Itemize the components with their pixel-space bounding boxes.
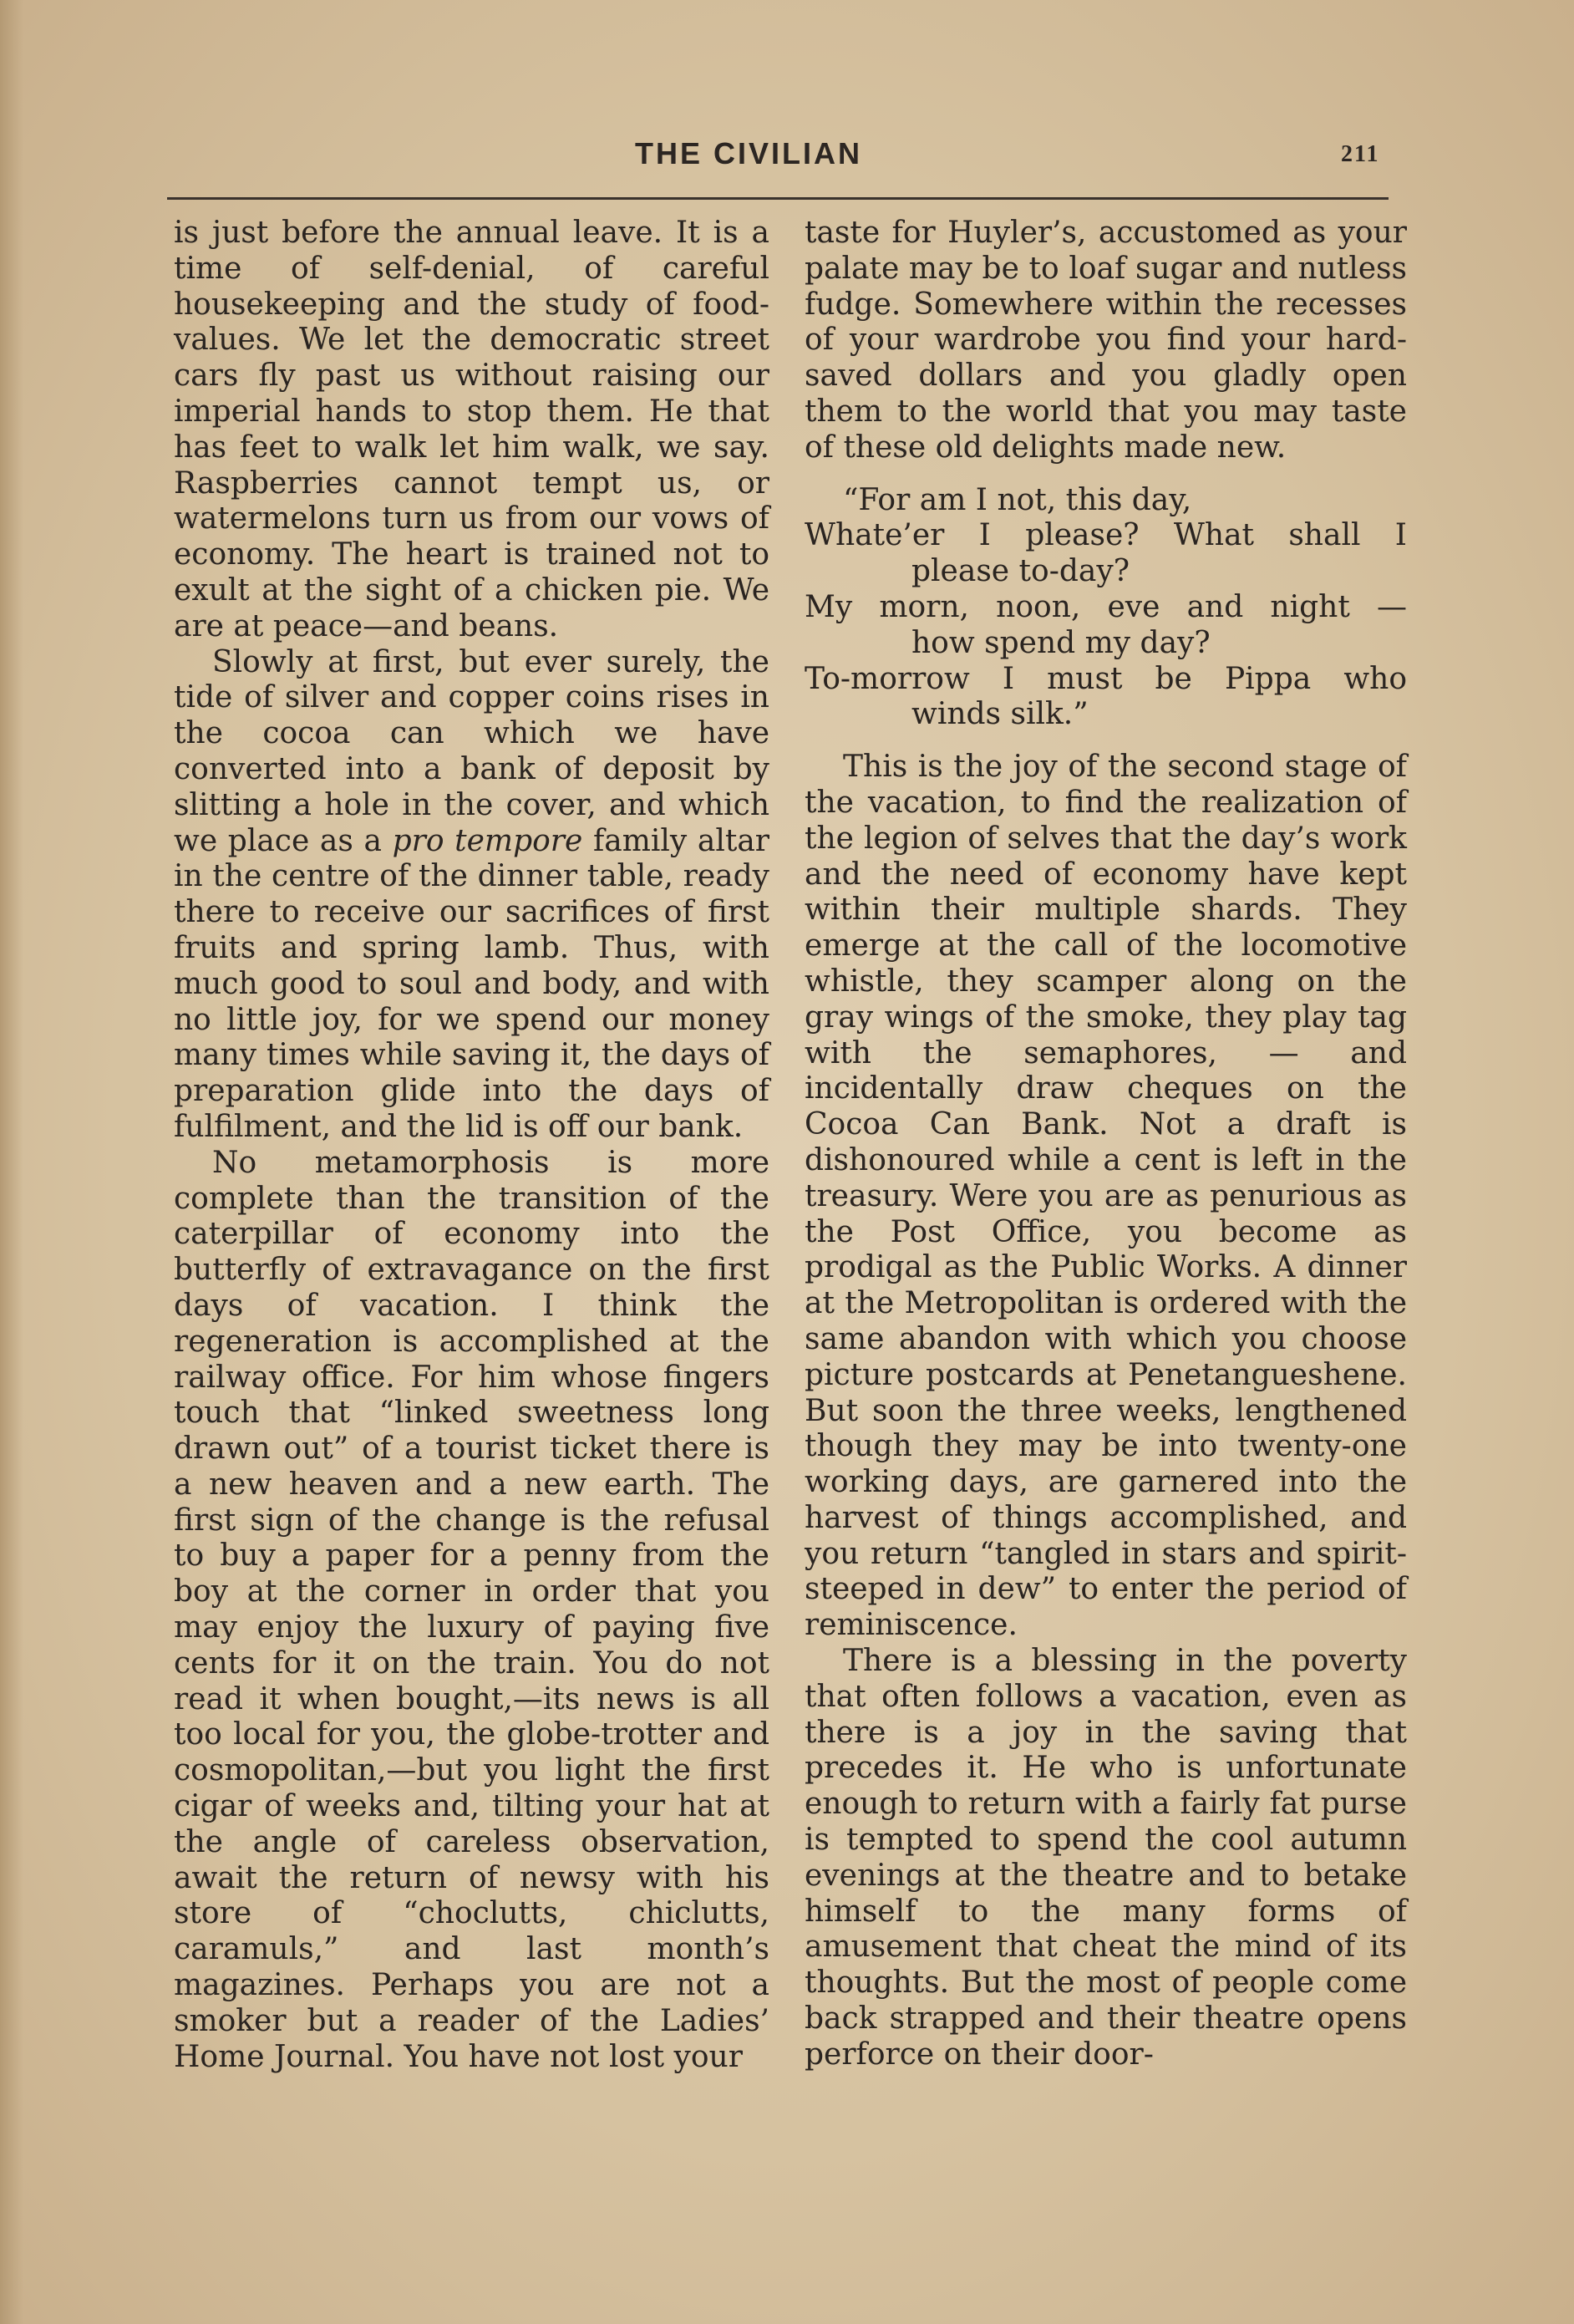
paragraph: There is a blessing in the poverty that often follows a vacation, even as there is a joy in the saving that precedes it. He who is unfortunate enough to return with a fairly fat purse is tempted to spend the cool autumn evenings at the theatre and to betake himself to the many forms of amusement that cheat the mind of its thoughts. But the most of people come back strapped and their theatre opens perforce on their door-	[805, 1644, 1407, 2072]
paragraph: taste for Huyler’s, accustomed as your palate may be to loaf sugar and nutless fudge. Somewhere within the recesses of your wardrobe you find your hard-saved dollars and you gladly open them to the world that you may taste of these old delights made new.	[805, 216, 1407, 465]
running-title: THE CIVILIAN	[635, 136, 863, 170]
poem-line: “For am I not, this day,	[843, 482, 1192, 517]
header-rule	[167, 197, 1389, 200]
running-header	[167, 130, 1387, 180]
paragraph: This is the joy of the second stage of the vacation, to find the realization of the legion of selves that the day’s work and the need of economy have kept within their multiple shards. They emerge at the call of the locomotive whistle, they scamper along on the gray wings of the smoke, they play tag with the semaphores, — and incidentally draw cheques on the Cocoa Can Bank. Not a draft is dishonoured while a cent is left in the treasury. Were you are as penurious as the Post Office, you become as prodigal as the Public Works. A dinner at the Metropolitan is ordered with the same abandon with which you choose picture postcards at Penetangueshene. But soon the three weeks, lengthened though they may be into twenty-one working days, are garnered into the harvest of things accomplished, and you return “tangled in stars and spirit-steeped in dew” to enter the period of reminiscence.	[805, 750, 1407, 1643]
paragraph-text: Slowly at first, but ever surely, the tide of silver and copper coins rises in the cocoa can which we have converted into a bank of deposit by slitting a hole in the cover, and which we place as a	[174, 644, 769, 858]
paragraph: No metamorphosis is more complete than the transition of the caterpillar of economy into the butterfly of extravagance on the first days of vacation. I think the regeneration is accomplished at the railway office. For him whose fingers touch that “linked sweetness long drawn out” of a tourist ticket there is a new heaven and a new earth. The first sign of the change is the refusal to buy a paper for a penny from the boy at the corner in order that you may enjoy the luxury of paying five cents for it on the train. You do not read it when bought,—its news is all too local for you, the globe-trotter and cosmopolitan,—but you light the first cigar of weeks and, tilting your hat at the angle of careless observation, await the return of newsy with his store of “choclutts, chiclutts, caramuls,” and last month’s magazines. Perhaps you are not a smoker but a reader of the Ladies’ Home Journal. You have not lost your	[174, 1145, 769, 2074]
page-number: 211	[1341, 141, 1380, 167]
left-column	[174, 216, 769, 2075]
poem-line: My morn, noon, eve and night —	[805, 589, 1407, 624]
poem-line: winds silk.”	[911, 697, 1089, 732]
page-edge-shadow	[0, 0, 23, 2324]
paragraph: is just before the annual leave. It is a time of self-denial, of careful housekeeping and the study of food-values. We let the democratic street cars fly past us without raising our imperial hands to stop them. He that has feet to walk let him walk, we say. Raspberries cannot tempt us, or watermelons turn us from our vows of economy. The heart is trained not to exult at the sight of a chicken pie. We are at peace—and beans.	[174, 216, 769, 643]
poem-quotation	[805, 483, 1407, 734]
right-column	[805, 216, 1407, 2073]
poem-line: how spend my day?	[911, 625, 1211, 660]
poem-line: To-morrow I must be Pippa who	[805, 661, 1407, 696]
italic-phrase: pro tempore	[392, 823, 583, 858]
paragraph-text: family altar in the centre of the dinner table, ready there to receive our sacrifices of first fruits and spring lamb. Thus, with much good to soul and body, and with no little joy, for we spend our money many times while saving it, the days of preparation glide into the days of fulfilment, and the lid is off our bank.	[174, 823, 770, 1144]
paragraph	[174, 645, 769, 1146]
poem-line: please to-day?	[911, 554, 1130, 589]
poem-line: Whate’er I please? What shall I	[805, 518, 1407, 553]
